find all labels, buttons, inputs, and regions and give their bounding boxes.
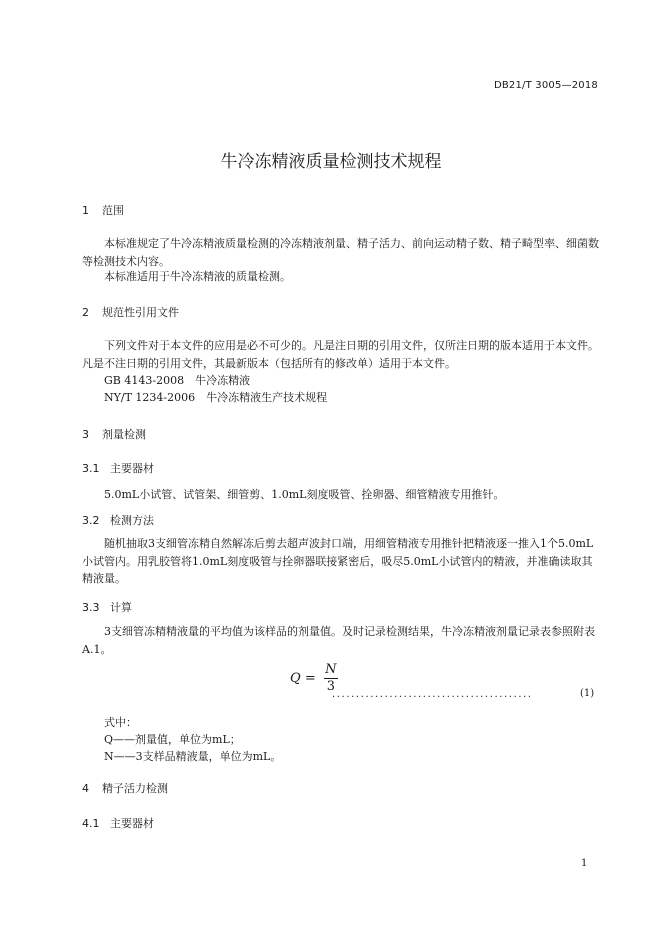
calculation-paragraph: 3支细管冻精精液量的平均值为该样品的剂量值。及时记录检测结果，牛冷冻精液剂量记录表参照附表A.1。 [82, 625, 595, 656]
section-4-heading [82, 780, 168, 796]
section-title: 精子活力检测 [102, 782, 168, 795]
reference-ny-1234: NY/T 1234-2006 牛冷冻精液生产技术规程 [104, 391, 328, 404]
formula-denominator: 3 [326, 679, 335, 694]
section-3-3-heading [82, 599, 132, 615]
section-title: 计算 [110, 601, 132, 614]
where-q-definition: Q——剂量值，单位为mL； [104, 733, 241, 746]
section-4-1-heading [82, 815, 154, 831]
section-3-2-heading [82, 512, 154, 528]
method-paragraph: 随机抽取3支细管冻精自然解冻后剪去超声波封口端，用细管精液专用推针把精液逐一推入1个5.0mL小试管内。用乳胶管将1.0mL刻度吸管与拴卵器联接紧密后，吸尽5.0mL小试管内的精液，并准确读取其精液量。 [82, 537, 594, 585]
formula-number: (1) [580, 688, 595, 699]
where-n-definition: N——3支样品精液量，单位为mL。 [104, 750, 282, 763]
section-1-heading [82, 202, 124, 218]
section-title: 检测方法 [110, 514, 154, 527]
section-title: 范围 [102, 204, 124, 217]
scope-applicability: 本标准适用于牛冷冻精液的质量检测。 [104, 270, 291, 283]
formula-equals: = [304, 671, 316, 686]
formula-lhs: Q [290, 671, 301, 686]
references-paragraph: 下列文件对于本文件的应用是必不可少的。凡是注日期的引用文件，仅所注日期的版本适用于本文件。凡是不注日期的引用文件，其最新版本（包括所有的修改单）适用于本文件。 [82, 339, 599, 370]
standard-code: DB21/T 3005—2018 [493, 80, 598, 91]
section-2-heading [82, 304, 179, 320]
formula-leader-dots: .......................................... [332, 689, 533, 700]
section-title: 规范性引用文件 [102, 306, 179, 319]
formula [290, 662, 338, 695]
reference-gb-4143: GB 4143-2008 牛冷冻精液 [104, 374, 251, 387]
section-number: 3.3 [82, 601, 100, 614]
section-title: 主要器材 [110, 817, 154, 830]
section-number: 3.2 [82, 514, 100, 527]
section-number: 3.1 [82, 462, 100, 475]
section-3-heading [82, 426, 146, 442]
section-number: 4 [82, 782, 89, 795]
section-number: 4.1 [82, 817, 100, 830]
section-3-1-heading [82, 460, 154, 476]
section-title: 剂量检测 [102, 428, 146, 441]
section-number: 2 [82, 306, 89, 319]
scope-paragraph: 本标准规定了牛冷冻精液质量检测的冷冻精液剂量、精子活力、前向运动精子数、精子畸型率、细菌数等检测技术内容。 [82, 237, 599, 268]
formula-numerator: N [325, 662, 337, 677]
section-number: 1 [82, 204, 89, 217]
page-number: 1 [581, 858, 588, 869]
document-title: 牛冷冻精液质量检测技术规程 [220, 152, 442, 172]
section-title: 主要器材 [110, 462, 154, 475]
equipment-list: 5.0mL小试管、试管架、细管剪、1.0mL刻度吸管、拴卵器、细管精液专用推针。 [104, 488, 505, 501]
section-number: 3 [82, 428, 89, 441]
where-label: 式中： [104, 716, 137, 729]
